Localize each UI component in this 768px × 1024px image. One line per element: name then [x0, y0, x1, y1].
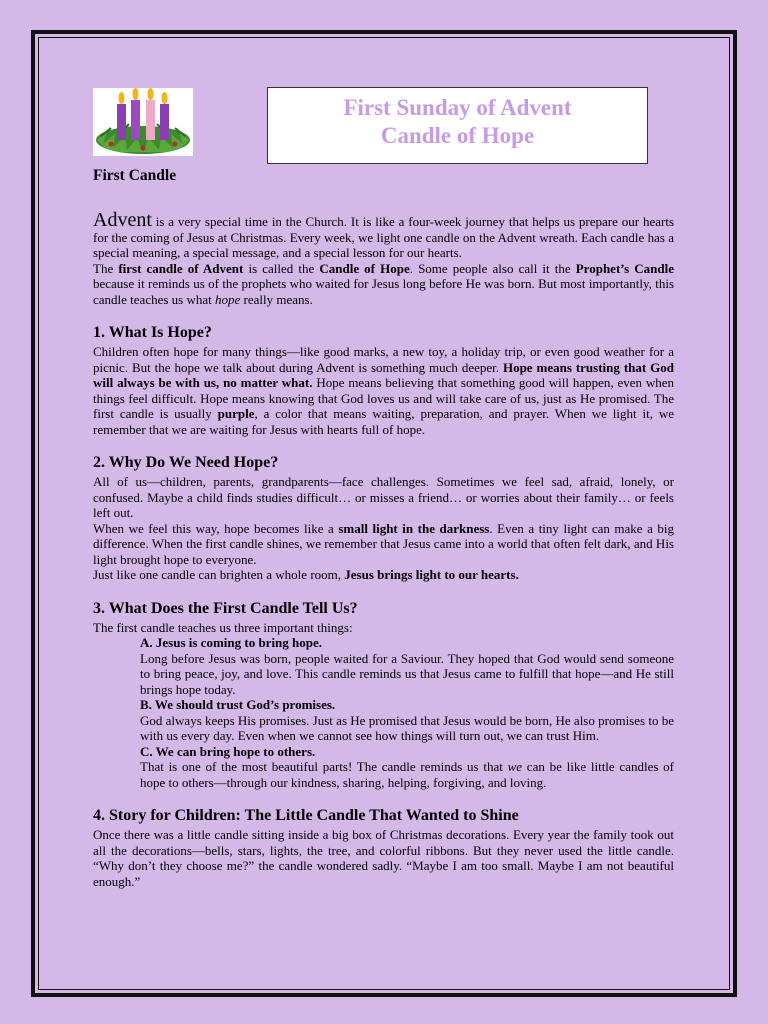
body-bold: Hope means trusting that God will always be with us, no matter what. — [93, 359, 674, 390]
intro-text: The — [93, 260, 119, 276]
section-1-heading: 1. What Is Hope? — [93, 324, 212, 341]
section-4-heading: 4. Story for Children: The Little Candle That Wanted to Shine — [93, 807, 519, 824]
section-1-paragraph — [93, 344, 674, 437]
title-box — [267, 87, 648, 164]
point-b-text: God always keeps His promises. Just as He promised that Jesus would be born, He also promises to be with us every day. Even when we cannot see how things will turn out, we can trust Him. — [140, 712, 674, 743]
section-2-paragraph-3 — [93, 567, 674, 583]
section-2-paragraph-1: All of us—children, parents, grandparents—face challenges. Sometimes we feel sad, afraid, lonely, or confused. Maybe a child finds studies difficult… or misses a friend… or worries about their family… or feels left out. — [93, 474, 674, 520]
body-italic: we — [507, 759, 523, 774]
section-2-paragraph-2 — [93, 521, 674, 568]
first-candle-label: First Candle — [93, 167, 177, 184]
section-3-list — [93, 635, 674, 790]
page-title-line-1: First Sunday of Advent — [343, 95, 572, 120]
intro-text: really means. — [240, 291, 313, 307]
body-bold: purple — [217, 406, 255, 421]
point-b-heading — [140, 697, 674, 713]
body-text: Just like one candle can brighten a whole room, — [93, 567, 345, 582]
body-bold: small light in the darkness — [338, 520, 490, 536]
body-text: That is one of the most beautiful parts! The candle reminds us that — [140, 759, 508, 774]
point-c-text — [140, 759, 674, 790]
page-title-line-2: Candle of Hope — [380, 123, 535, 148]
advent-wreath-icon — [93, 88, 193, 156]
point-a-text: Long before Jesus was born, people waited for a Saviour. They hoped that God would send someone to bring peace, joy, and love. This candle reminds us that Jesus came to fulfill that hope—and He still brings hope today. — [140, 650, 674, 697]
point-c-title: C. We can bring hope to others. — [140, 743, 316, 759]
body-bold: Jesus brings light to our hearts. — [344, 567, 519, 582]
intro-italic: hope — [215, 291, 241, 307]
intro-text: is called the — [243, 260, 320, 276]
main-content — [93, 209, 675, 889]
section-4-paragraph-1: Once there was a little candle sitting inside a big box of Christmas decorations. Every year the family took out all the decorations—bells, stars, lights, the tree, and colorful ribbons. But they never used the little candle. — [93, 827, 674, 858]
point-a-title: A. Jesus is coming to bring hope. — [140, 635, 323, 650]
point-c-heading — [140, 744, 674, 760]
advent-wreath-image — [93, 88, 193, 156]
advent-word: Advent — [93, 209, 152, 231]
intro-bold: Prophet’s Candle — [575, 260, 675, 276]
intro-bold: first candle of Advent — [118, 260, 244, 276]
body-text: . Even a tiny light can make a big difference. When the first candle shines, we remember that Jesus came into a world that often felt dark, and His light brought hope to everyone. — [93, 520, 674, 567]
point-a-heading — [140, 635, 674, 651]
intro-text: because it reminds us of the prophets who waited for Jesus long before He was born. But most importantly, this candle teaches us what — [93, 276, 674, 307]
section-2-heading: 2. Why Do We Need Hope? — [93, 454, 279, 471]
body-text: can be like little candles of hope to others—through our kindness, sharing, helping, forgiving, and loving. — [140, 759, 674, 790]
intro-paragraph-2 — [93, 261, 674, 308]
section-3-intro: The first candle teaches us three important things: — [93, 619, 353, 635]
body-text: , a color that means waiting, preparation, and prayer. When we light it, we remember that we are waiting for Jesus with hearts full of hope. — [93, 406, 674, 437]
point-b-title: B. We should trust God’s promises. — [140, 697, 336, 712]
section-3-heading: 3. What Does the First Candle Tell Us? — [93, 599, 358, 617]
body-text: When we feel this way, hope becomes like a — [93, 520, 339, 536]
intro-text: . Some people also call it the — [409, 260, 576, 276]
intro-text: is a very special time in the Church. It is like a four-week journey that helps us prepare our hearts for the coming of Jesus at Christmas. Every week, we light one candle on the Advent wreath. Each candle has a special meaning, a special message, and a special lesson for our hearts. — [93, 214, 674, 260]
section-4-paragraph-2: “Why don’t they choose me?” the candle wondered sadly. “Maybe I am too small. Maybe I am not beautiful enough.” — [93, 858, 674, 889]
body-text: Children often hope for many things—like good marks, a new toy, a holiday trip, or even good weather for a picnic. But the hope we talk about during Advent is something much deeper. — [93, 344, 674, 375]
intro-bold: Candle of Hope — [319, 260, 410, 276]
body-text: Hope means believing that something good will happen, even when things feel difficult. Hope means knowing that God loves us and will take care of us, just as He promised. The first candle is usually — [93, 375, 674, 421]
intro-paragraph-1 — [93, 209, 674, 261]
